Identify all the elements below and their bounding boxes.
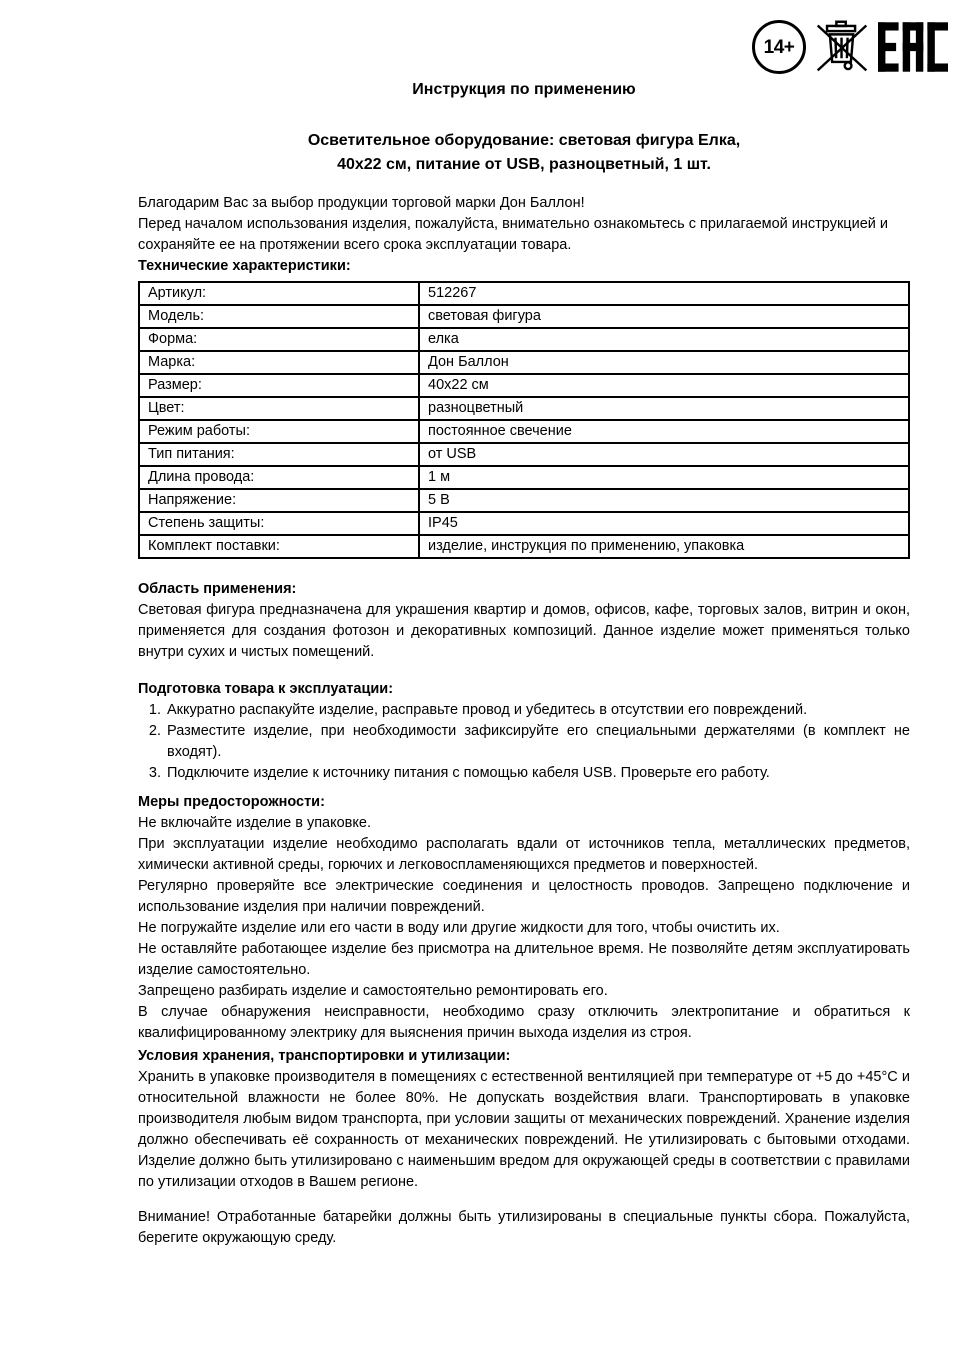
spec-value: 5 В	[419, 489, 909, 512]
weee-crossed-out-bin-icon	[813, 18, 871, 76]
spec-label: Марка:	[139, 351, 419, 374]
list-item: 1. Аккуратно распакуйте изделие, расправьте провод и убедитесь в отсутствии его повреждений.	[165, 700, 910, 721]
spec-label: Форма:	[139, 328, 419, 351]
spec-value: постоянное свечение	[419, 420, 909, 443]
section-storage	[138, 1046, 910, 1193]
eac-logo-icon	[878, 22, 948, 72]
precaution-paragraph: Не включайте изделие в упаковке.	[138, 815, 371, 831]
table-row	[139, 397, 909, 420]
table-row	[139, 489, 909, 512]
table-row	[139, 305, 909, 328]
spec-label: Степень защиты:	[139, 512, 419, 535]
conformity-badges	[752, 18, 948, 76]
attention-paragraph: Внимание! Отработанные батарейки должны быть утилизированы в специальные пункты сбора. Пожалуйста, берегите окружающую среду.	[138, 1209, 910, 1246]
specs-table	[138, 281, 910, 559]
table-row	[139, 351, 909, 374]
spec-label: Артикул:	[139, 282, 419, 305]
precaution-paragraph: В случае обнаружения неисправности, необходимо сразу отключить электропитание и обратиться к квалифицированному электрику для выяснения причин выхода изделия из строя.	[138, 1004, 910, 1041]
product-title-line2: 40х22 см, питание от USB, разноцветный, 1 шт.	[337, 156, 711, 173]
spec-value: 1 м	[419, 466, 909, 489]
storage-paragraph: Хранить в упаковке производителя в помещениях с естественной вентиляцией при температуре от +5 до +45°С и относительной влажности не более 80%. Не допускать воздействия влаги. Транспортировать в упаковке производителя любым видом транспорта, при условии защиты от механических повреждений. Хранение изделия должно обеспечивать её сохранность от механических повреждений. Не утилизировать с бытовыми отходами. Изделие должно быть утилизировано с наименьшим вредом для окружающей среды в соответствии с правилами по утилизации отходов в Вашем регионе.	[138, 1069, 910, 1190]
storage-heading: Условия хранения, транспортировки и утилизации:	[138, 1048, 511, 1064]
section-preparation	[138, 679, 910, 784]
spec-value: 512267	[419, 282, 909, 305]
preparation-heading: Подготовка товара к эксплуатации:	[138, 681, 394, 697]
table-row	[139, 535, 909, 558]
precaution-paragraph: Запрещено разбирать изделие и самостоятельно ремонтировать его.	[138, 983, 608, 999]
spec-value: елка	[419, 328, 909, 351]
precautions-heading: Меры предосторожности:	[138, 794, 325, 810]
age-restriction-label: 14+	[763, 36, 795, 58]
table-row	[139, 374, 909, 397]
spec-value: 40х22 см	[419, 374, 909, 397]
spec-value: световая фигура	[419, 305, 909, 328]
intro-thanks-paragraph: Благодарим Вас за выбор продукции торговой марки Дон Баллон!	[138, 195, 585, 211]
precaution-paragraph: Регулярно проверяйте все электрические соединения и целостность проводов. Запрещено подключение и использование изделия при наличии повреждений.	[138, 878, 910, 915]
spec-label: Длина провода:	[139, 466, 419, 489]
spec-label: Размер:	[139, 374, 419, 397]
intro-read-paragraph: Перед началом использования изделия, пожалуйста, внимательно ознакомьтесь с прилагаемой инструкцией и сохраняйте ее на протяжении всего срока эксплуатации товара.	[138, 216, 888, 253]
table-row	[139, 512, 909, 535]
product-title-line1: Осветительное оборудование: световая фигура Елка,	[307, 132, 741, 149]
preparation-list	[138, 700, 910, 784]
specs-table-body	[139, 282, 909, 558]
spec-label: Напряжение:	[139, 489, 419, 512]
table-row	[139, 466, 909, 489]
table-row	[139, 328, 909, 351]
spec-label: Цвет:	[139, 397, 419, 420]
spec-label: Модель:	[139, 305, 419, 328]
usage-paragraph: Световая фигура предназначена для украшения квартир и домов, офисов, кафе, торговых залов, витрин и окон, применяется для создания фотозон и декоративных композиций. Данное изделие может применяться только внутри сухих и чистых помещений.	[138, 602, 910, 660]
precaution-paragraph: При эксплуатации изделие необходимо располагать вдали от источников тепла, металлических предметов, химически активной среды, горючих и легковоспламеняющихся предметов и поверхностей.	[138, 836, 910, 873]
section-attention	[138, 1207, 910, 1249]
spec-label: Комплект поставки:	[139, 535, 419, 558]
precaution-paragraph: Не оставляйте работающее изделие без присмотра на длительное время. Не позволяйте детям эксплуатировать изделие самостоятельно.	[138, 941, 910, 978]
spec-value: разноцветный	[419, 397, 909, 420]
page-title: Инструкция по применению	[412, 81, 636, 98]
spec-label: Тип питания:	[139, 443, 419, 466]
specs-heading: Технические характеристики:	[138, 258, 351, 274]
age-restriction-badge	[752, 20, 806, 74]
table-row	[139, 443, 909, 466]
section-precautions	[138, 792, 910, 1044]
precaution-paragraph: Не погружайте изделие или его части в воду или другие жидкости для того, чтобы очистить их.	[138, 920, 780, 936]
spec-label: Режим работы:	[139, 420, 419, 443]
table-row	[139, 420, 909, 443]
product-title	[138, 129, 910, 177]
usage-heading: Область применения:	[138, 581, 297, 597]
spec-value: от USB	[419, 443, 909, 466]
spec-value: Дон Баллон	[419, 351, 909, 374]
spec-value: IP45	[419, 512, 909, 535]
list-item: 2. Разместите изделие, при необходимости зафиксируйте его специальными держателями (в комплект не входят).	[165, 721, 910, 763]
section-usage	[138, 579, 910, 663]
table-row	[139, 282, 909, 305]
list-item: 3. Подключите изделие к источнику питания с помощью кабеля USB. Проверьте его работу.	[165, 763, 910, 784]
spec-value: изделие, инструкция по применению, упаковка	[419, 535, 909, 558]
